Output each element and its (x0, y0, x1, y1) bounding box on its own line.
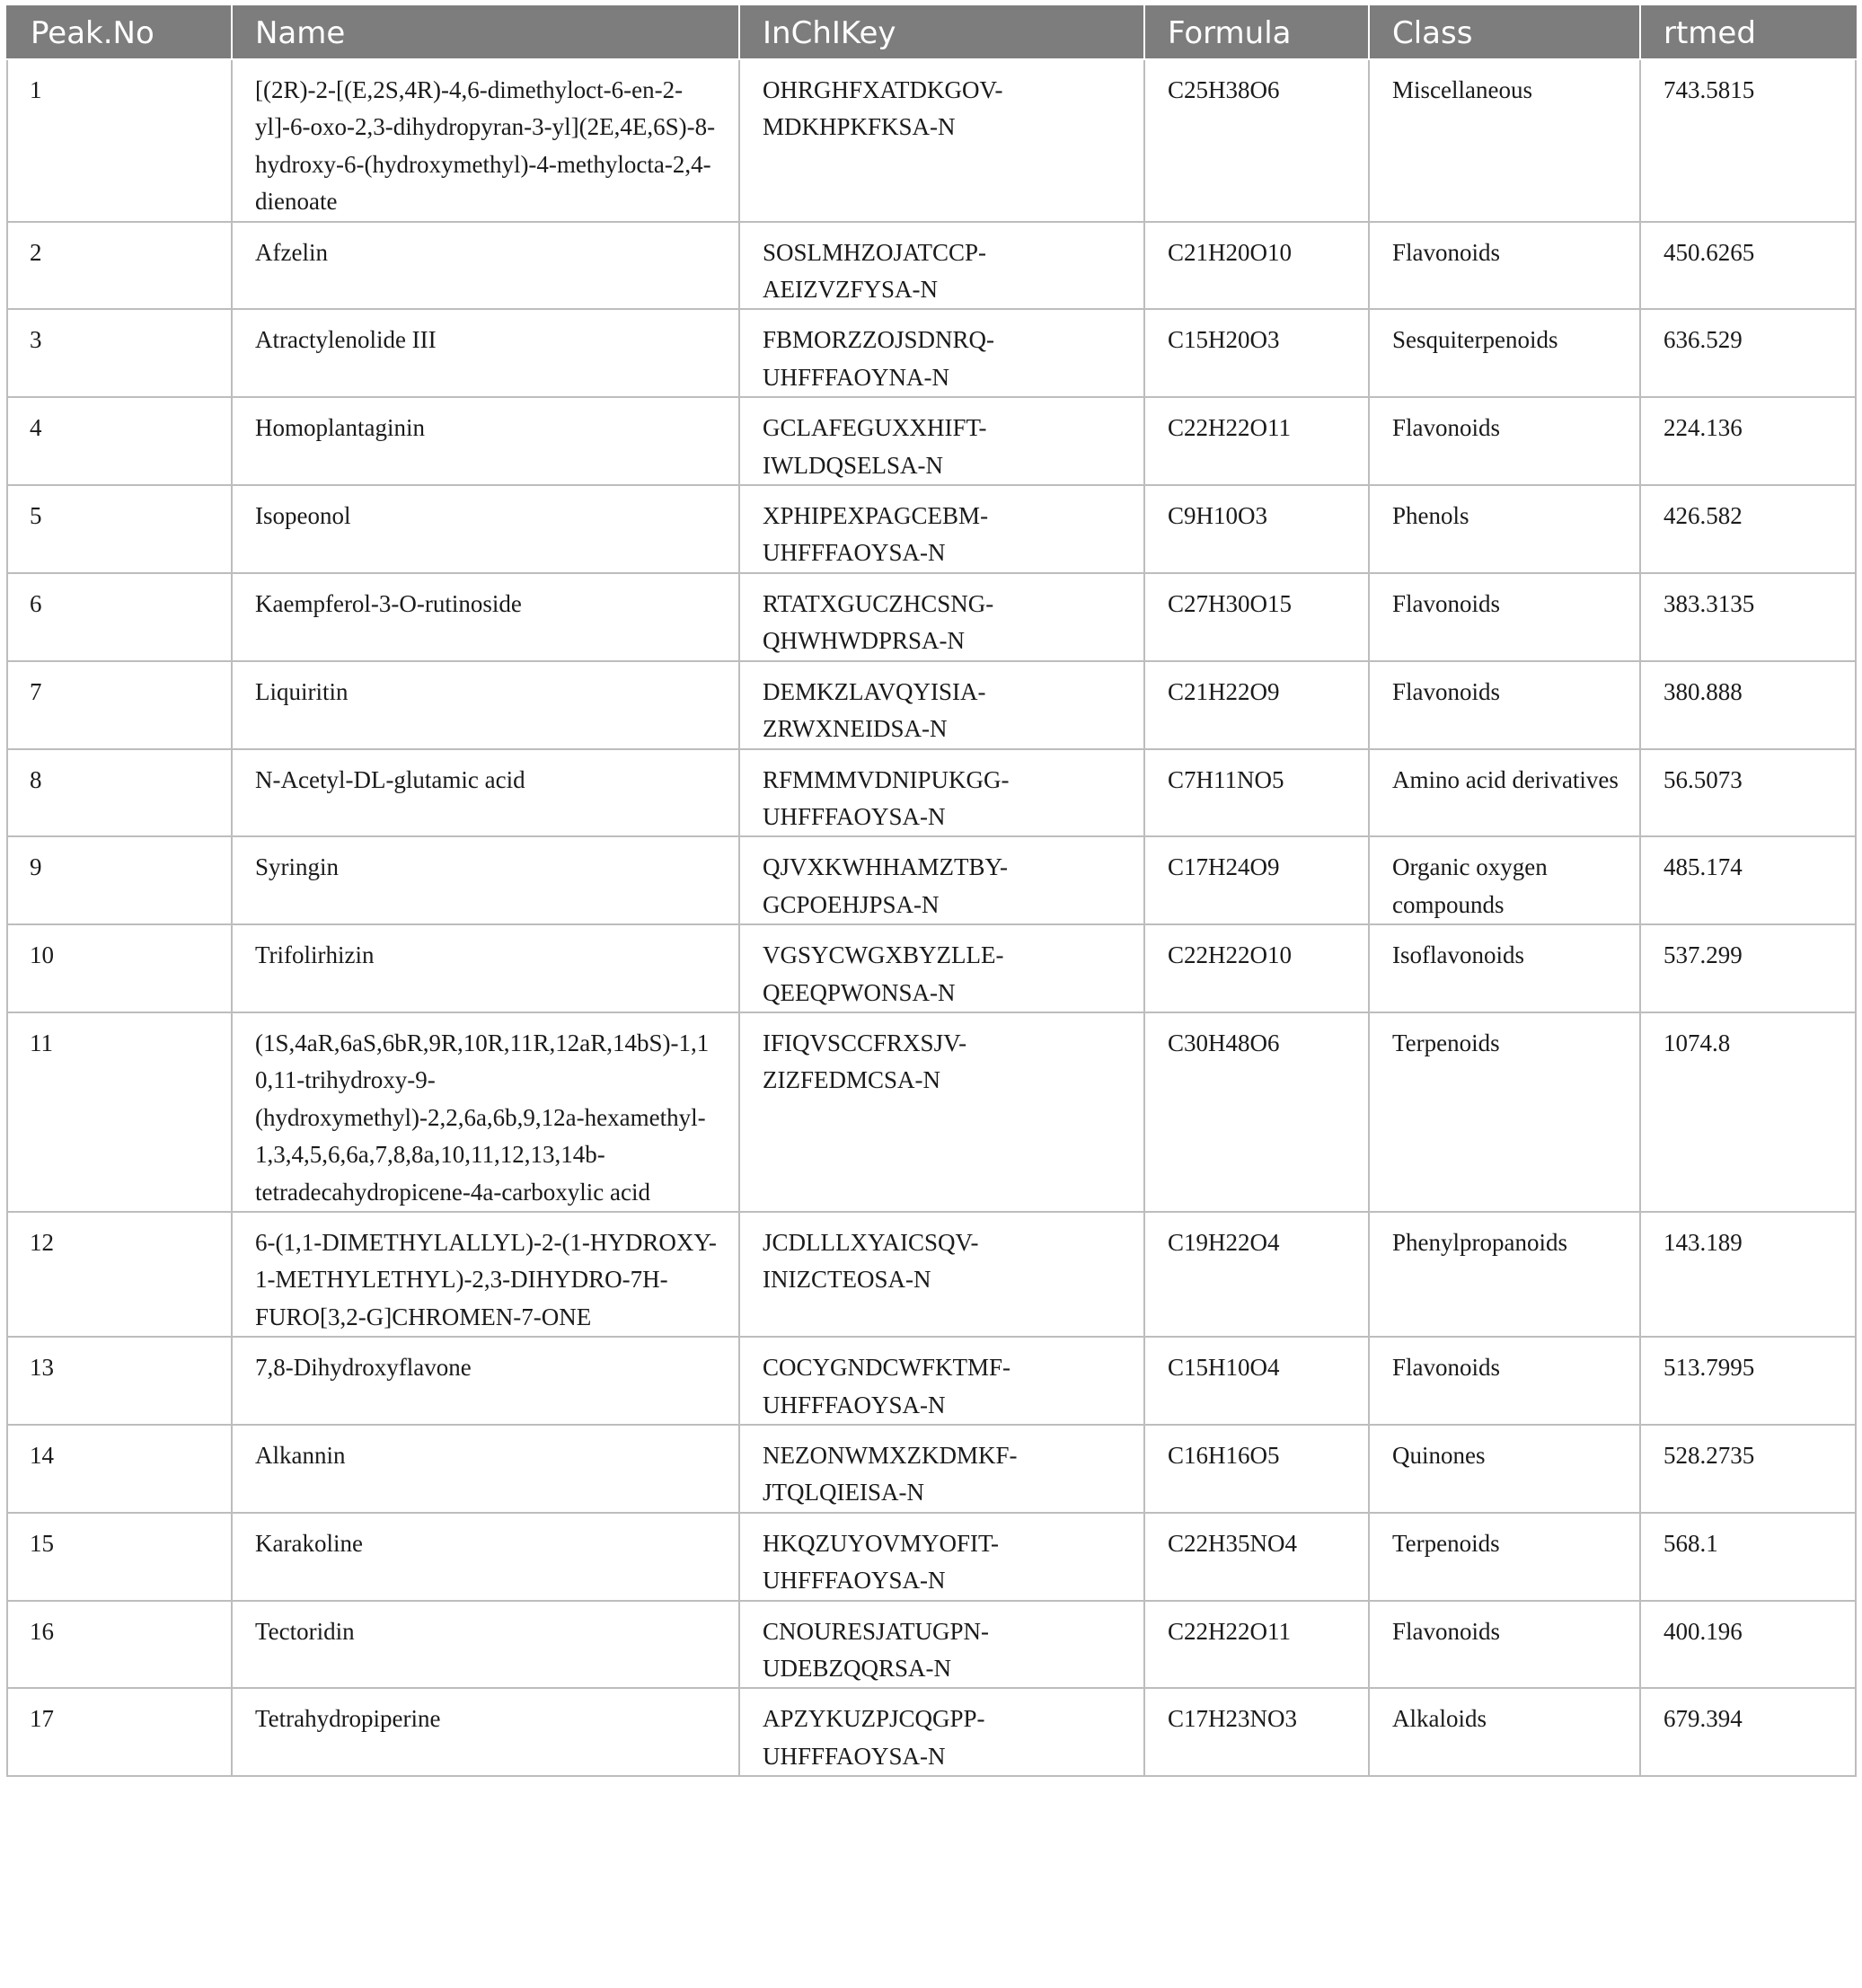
cell-formula: C15H20O3 (1144, 309, 1369, 397)
compound-table-container (6, 5, 1855, 1777)
cell-formula: C22H22O10 (1144, 924, 1369, 1012)
cell-rtmed: 513.7995 (1640, 1337, 1856, 1425)
cell-peak-no: 3 (7, 309, 232, 397)
cell-class: Sesquiterpenoids (1369, 309, 1640, 397)
cell-formula: C22H22O11 (1144, 1601, 1369, 1689)
cell-rtmed: 743.5815 (1640, 59, 1856, 222)
table-row (7, 1337, 1856, 1425)
cell-name: Syringin (232, 836, 739, 924)
table-row (7, 1425, 1856, 1513)
cell-inchikey: RTATXGUCZHCSNG-QHWHWDPRSA-N (739, 573, 1144, 661)
cell-peak-no: 10 (7, 924, 232, 1012)
cell-inchikey: VGSYCWGXBYZLLE-QEEQPWONSA-N (739, 924, 1144, 1012)
cell-rtmed: 383.3135 (1640, 573, 1856, 661)
cell-inchikey: NEZONWMXZKDMKF-JTQLQIEISA-N (739, 1425, 1144, 1513)
cell-rtmed: 380.888 (1640, 661, 1856, 749)
cell-name: Atractylenolide III (232, 309, 739, 397)
cell-rtmed: 56.5073 (1640, 749, 1856, 837)
cell-formula: C17H23NO3 (1144, 1688, 1369, 1776)
cell-rtmed: 679.394 (1640, 1688, 1856, 1776)
cell-inchikey: DEMKZLAVQYISIA-ZRWXNEIDSA-N (739, 661, 1144, 749)
cell-rtmed: 1074.8 (1640, 1012, 1856, 1212)
cell-inchikey: QJVXKWHHAMZTBY-GCPOEHJPSA-N (739, 836, 1144, 924)
cell-inchikey: HKQZUYOVMYOFIT-UHFFFAOYSA-N (739, 1513, 1144, 1601)
cell-inchikey: APZYKUZPJCQGPP-UHFFFAOYSA-N (739, 1688, 1144, 1776)
cell-class: Flavonoids (1369, 222, 1640, 310)
cell-name: N-Acetyl-DL-glutamic acid (232, 749, 739, 837)
table-header (7, 6, 1856, 59)
cell-class: Flavonoids (1369, 1337, 1640, 1425)
cell-peak-no: 9 (7, 836, 232, 924)
table-row (7, 836, 1856, 924)
cell-name: Karakoline (232, 1513, 739, 1601)
cell-formula: C17H24O9 (1144, 836, 1369, 924)
cell-name: Liquiritin (232, 661, 739, 749)
compound-table (6, 5, 1857, 1777)
cell-peak-no: 5 (7, 485, 232, 573)
cell-class: Alkaloids (1369, 1688, 1640, 1776)
cell-class: Flavonoids (1369, 1601, 1640, 1689)
cell-class: Flavonoids (1369, 573, 1640, 661)
table-row (7, 573, 1856, 661)
cell-inchikey: XPHIPEXPAGCEBM-UHFFFAOYSA-N (739, 485, 1144, 573)
cell-rtmed: 528.2735 (1640, 1425, 1856, 1513)
column-header-inchikey: InChIKey (739, 6, 1144, 59)
cell-name: Alkannin (232, 1425, 739, 1513)
cell-class: Terpenoids (1369, 1513, 1640, 1601)
cell-peak-no: 1 (7, 59, 232, 222)
table-row (7, 661, 1856, 749)
column-header-class: Class (1369, 6, 1640, 59)
cell-class: Terpenoids (1369, 1012, 1640, 1212)
cell-peak-no: 4 (7, 397, 232, 485)
column-header-formula: Formula (1144, 6, 1369, 59)
cell-formula: C19H22O4 (1144, 1212, 1369, 1337)
cell-formula: C21H22O9 (1144, 661, 1369, 749)
cell-inchikey: IFIQVSCCFRXSJV-ZIZFEDMCSA-N (739, 1012, 1144, 1212)
table-row (7, 222, 1856, 310)
cell-peak-no: 7 (7, 661, 232, 749)
cell-formula: C22H22O11 (1144, 397, 1369, 485)
column-header-peak-no: Peak.No (7, 6, 232, 59)
cell-name: [(2R)-2-[(E,2S,4R)-4,6-dimethyloct-6-en-2-yl]-6-oxo-2,3-dihydropyran-3-yl](2E,4E,6S)-8-hydroxy-6-(hydroxymethyl)-4-methylocta-2,4-dienoate (232, 59, 739, 222)
cell-class: Quinones (1369, 1425, 1640, 1513)
cell-peak-no: 14 (7, 1425, 232, 1513)
table-body (7, 59, 1856, 1776)
cell-formula: C7H11NO5 (1144, 749, 1369, 837)
cell-name: Afzelin (232, 222, 739, 310)
cell-rtmed: 537.299 (1640, 924, 1856, 1012)
cell-formula: C21H20O10 (1144, 222, 1369, 310)
cell-formula: C27H30O15 (1144, 573, 1369, 661)
cell-class: Isoflavonoids (1369, 924, 1640, 1012)
cell-rtmed: 568.1 (1640, 1513, 1856, 1601)
cell-name: Tetrahydropiperine (232, 1688, 739, 1776)
cell-inchikey: COCYGNDCWFKTMF-UHFFFAOYSA-N (739, 1337, 1144, 1425)
table-row (7, 485, 1856, 573)
table-row (7, 749, 1856, 837)
cell-name: Isopeonol (232, 485, 739, 573)
cell-peak-no: 6 (7, 573, 232, 661)
cell-rtmed: 400.196 (1640, 1601, 1856, 1689)
table-row (7, 1688, 1856, 1776)
cell-inchikey: FBMORZZOJSDNRQ-UHFFFAOYNA-N (739, 309, 1144, 397)
cell-class: Amino acid derivatives (1369, 749, 1640, 837)
cell-name: Trifolirhizin (232, 924, 739, 1012)
table-row (7, 397, 1856, 485)
cell-formula: C15H10O4 (1144, 1337, 1369, 1425)
cell-name: Tectoridin (232, 1601, 739, 1689)
cell-rtmed: 636.529 (1640, 309, 1856, 397)
cell-peak-no: 2 (7, 222, 232, 310)
column-header-name: Name (232, 6, 739, 59)
cell-rtmed: 485.174 (1640, 836, 1856, 924)
cell-name: (1S,4aR,6aS,6bR,9R,10R,11R,12aR,14bS)-1,10,11-trihydroxy-9-(hydroxymethyl)-2,2,6a,6b,9,12a-hexamethyl-1,3,4,5,6,6a,7,8,8a,10,11,12,13,14b-tetradecahydropicene-4a-carboxylic acid (232, 1012, 739, 1212)
cell-class: Organic oxygen compounds (1369, 836, 1640, 924)
table-row (7, 1601, 1856, 1689)
cell-formula: C9H10O3 (1144, 485, 1369, 573)
cell-peak-no: 17 (7, 1688, 232, 1776)
table-row (7, 59, 1856, 222)
header-row (7, 6, 1856, 59)
cell-peak-no: 12 (7, 1212, 232, 1337)
cell-class: Flavonoids (1369, 397, 1640, 485)
cell-rtmed: 426.582 (1640, 485, 1856, 573)
cell-formula: C30H48O6 (1144, 1012, 1369, 1212)
cell-class: Phenols (1369, 485, 1640, 573)
cell-class: Miscellaneous (1369, 59, 1640, 222)
table-row (7, 924, 1856, 1012)
cell-class: Phenylpropanoids (1369, 1212, 1640, 1337)
cell-formula: C16H16O5 (1144, 1425, 1369, 1513)
cell-inchikey: RFMMMVDNIPUKGG-UHFFFAOYSA-N (739, 749, 1144, 837)
cell-name: Homoplantaginin (232, 397, 739, 485)
table-row (7, 1212, 1856, 1337)
cell-name: 7,8-Dihydroxyflavone (232, 1337, 739, 1425)
cell-inchikey: JCDLLLXYAICSQV-INIZCTEOSA-N (739, 1212, 1144, 1337)
cell-rtmed: 143.189 (1640, 1212, 1856, 1337)
cell-peak-no: 15 (7, 1513, 232, 1601)
table-row (7, 309, 1856, 397)
cell-inchikey: CNOURESJATUGPN-UDEBZQQRSA-N (739, 1601, 1144, 1689)
cell-inchikey: SOSLMHZOJATCCP-AEIZVZFYSA-N (739, 222, 1144, 310)
column-header-rtmed: rtmed (1640, 6, 1856, 59)
table-row (7, 1513, 1856, 1601)
cell-name: Kaempferol-3-O-rutinoside (232, 573, 739, 661)
cell-peak-no: 8 (7, 749, 232, 837)
cell-peak-no: 11 (7, 1012, 232, 1212)
cell-formula: C25H38O6 (1144, 59, 1369, 222)
cell-inchikey: OHRGHFXATDKGOV-MDKHPKFKSA-N (739, 59, 1144, 222)
table-row (7, 1012, 1856, 1212)
cell-name: 6-(1,1-DIMETHYLALLYL)-2-(1-HYDROXY-1-METHYLETHYL)-2,3-DIHYDRO-7H-FURO[3,2-G]CHROMEN-7-ONE (232, 1212, 739, 1337)
cell-rtmed: 224.136 (1640, 397, 1856, 485)
cell-inchikey: GCLAFEGUXXHIFT-IWLDQSELSA-N (739, 397, 1144, 485)
cell-peak-no: 13 (7, 1337, 232, 1425)
cell-class: Flavonoids (1369, 661, 1640, 749)
cell-rtmed: 450.6265 (1640, 222, 1856, 310)
cell-formula: C22H35NO4 (1144, 1513, 1369, 1601)
cell-peak-no: 16 (7, 1601, 232, 1689)
